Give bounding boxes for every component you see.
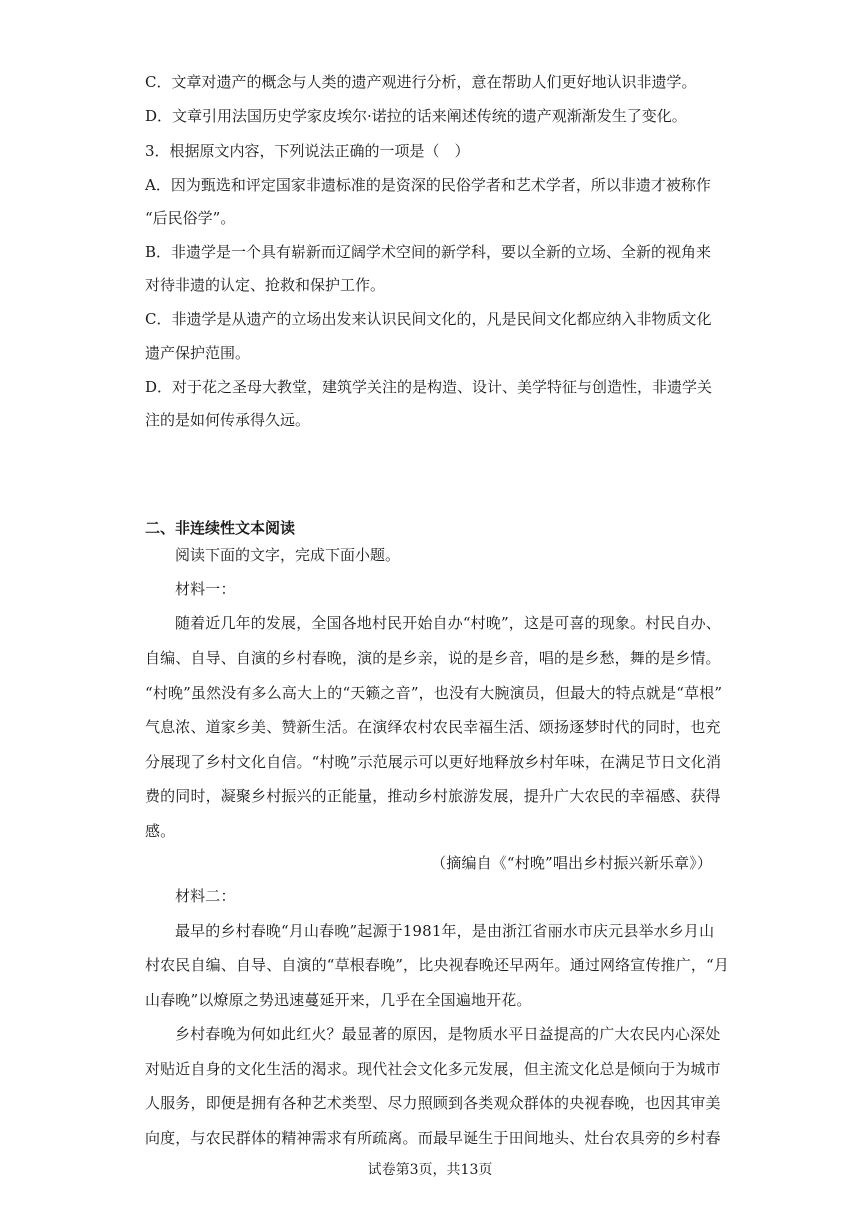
q3-option-a-line2: “后民俗学”。 (145, 209, 236, 227)
material-one-line: 自编、自导、自演的乡村春晚，演的是乡亲，说的是乡音，唱的是乡愁，舞的是乡情。 (145, 649, 721, 667)
material-two-line: 乡村春晚为何如此红火？最显著的原因，是物质水平日益提高的广大农民内心深处 (175, 1025, 721, 1043)
material-one-label: 材料一： (175, 580, 236, 598)
page-footer: 试卷第3页，共13页 (367, 1162, 493, 1178)
material-one-line: 随着近几年的发展，全国各地村民开始自办“村晚”，这是可喜的现象。村民自办、 (175, 614, 721, 632)
material-two-line: 村农民自编、自导、自演的“草根春晚”，比央视春晚还早两年。通过网络宣传推广，“月 (145, 956, 730, 974)
q3-option-a-line1: A．因为甄选和评定国家非遗标准的是资深的民俗学者和艺术学者，所以非遗才被称作 (145, 176, 711, 194)
material-one-source: （摘编自《“村晚”唱出乡村振兴新乐章》） (431, 854, 712, 872)
q3-option-d-line1: D．对于花之圣母大教堂，建筑学关注的是构造、设计、美学特征与创造性，非遗学关 (145, 378, 713, 396)
q2-option-c: C．文章对遗产的概念与人类的遗产观进行分析，意在帮助人们更好地认识非遗学。 (145, 73, 697, 91)
material-two-line: 山春晚”以燎原之势迅速蔓延开来，几乎在全国遍地开花。 (145, 991, 532, 1009)
material-two-line: 向度，与农民群体的精神需求有所疏离。而最早诞生于田间地头、灶台农具旁的乡村春 (145, 1129, 721, 1147)
material-one-line: 感。 (145, 822, 176, 840)
section-heading: 二、非连续性文本阅读 (145, 519, 296, 537)
q3-stem: 3．根据原文内容，下列说法正确的一项是（ ） (145, 142, 470, 160)
material-one-line: 费的同时，凝聚乡村振兴的正能量，推动乡村旅游发展，提升广大农民的幸福感、获得 (145, 787, 721, 805)
material-one-line: “村晚”虽然没有多么高大上的“天籁之音”，也没有大腕演员，但最大的特点就是“草根” (145, 684, 723, 702)
section-instruction: 阅读下面的文字，完成下面小题。 (175, 546, 401, 564)
material-two-line: 人服务，即便是拥有各种艺术类型、尽力照顾到各类观众群体的央视春晚，也因其审美 (145, 1094, 721, 1112)
material-two-label: 材料二： (175, 887, 236, 905)
q2-option-d: D．文章引用法国历史学家皮埃尔·诺拉的话来阐述传统的遗产观渐渐发生了变化。 (145, 107, 687, 125)
material-two-line: 对贴近自身的文化生活的渴求。现代社会文化多元发展，但主流文化总是倾向于为城市 (145, 1060, 721, 1078)
material-one-line: 分展现了乡村文化自信。“村晚”示范展示可以更好地释放乡村年味，在满足节日文化消 (145, 753, 722, 771)
material-one-line: 气息浓、道家乡美、赞新生活。在演绎农村农民幸福生活、颂扬逐梦时代的同时，也充 (145, 718, 721, 736)
q3-option-c-line2: 遗产保护范围。 (145, 344, 251, 362)
q3-option-b-line2: 对待非遗的认定、抢救和保护工作。 (145, 276, 386, 294)
q3-option-b-line1: B．非遗学是一个具有崭新而辽阔学术空间的新学科，要以全新的立场、全新的视角来 (145, 243, 712, 261)
q3-option-d-line2: 注的是如何传承得久远。 (145, 411, 311, 429)
q3-option-c-line1: C．非遗学是从遗产的立场出发来认识民间文化的，凡是民间文化都应纳入非物质文化 (145, 310, 712, 328)
material-two-line: 最早的乡村春晚“月山春晚”起源于1981年，是由浙江省丽水市庆元县举水乡月山 (175, 922, 715, 940)
